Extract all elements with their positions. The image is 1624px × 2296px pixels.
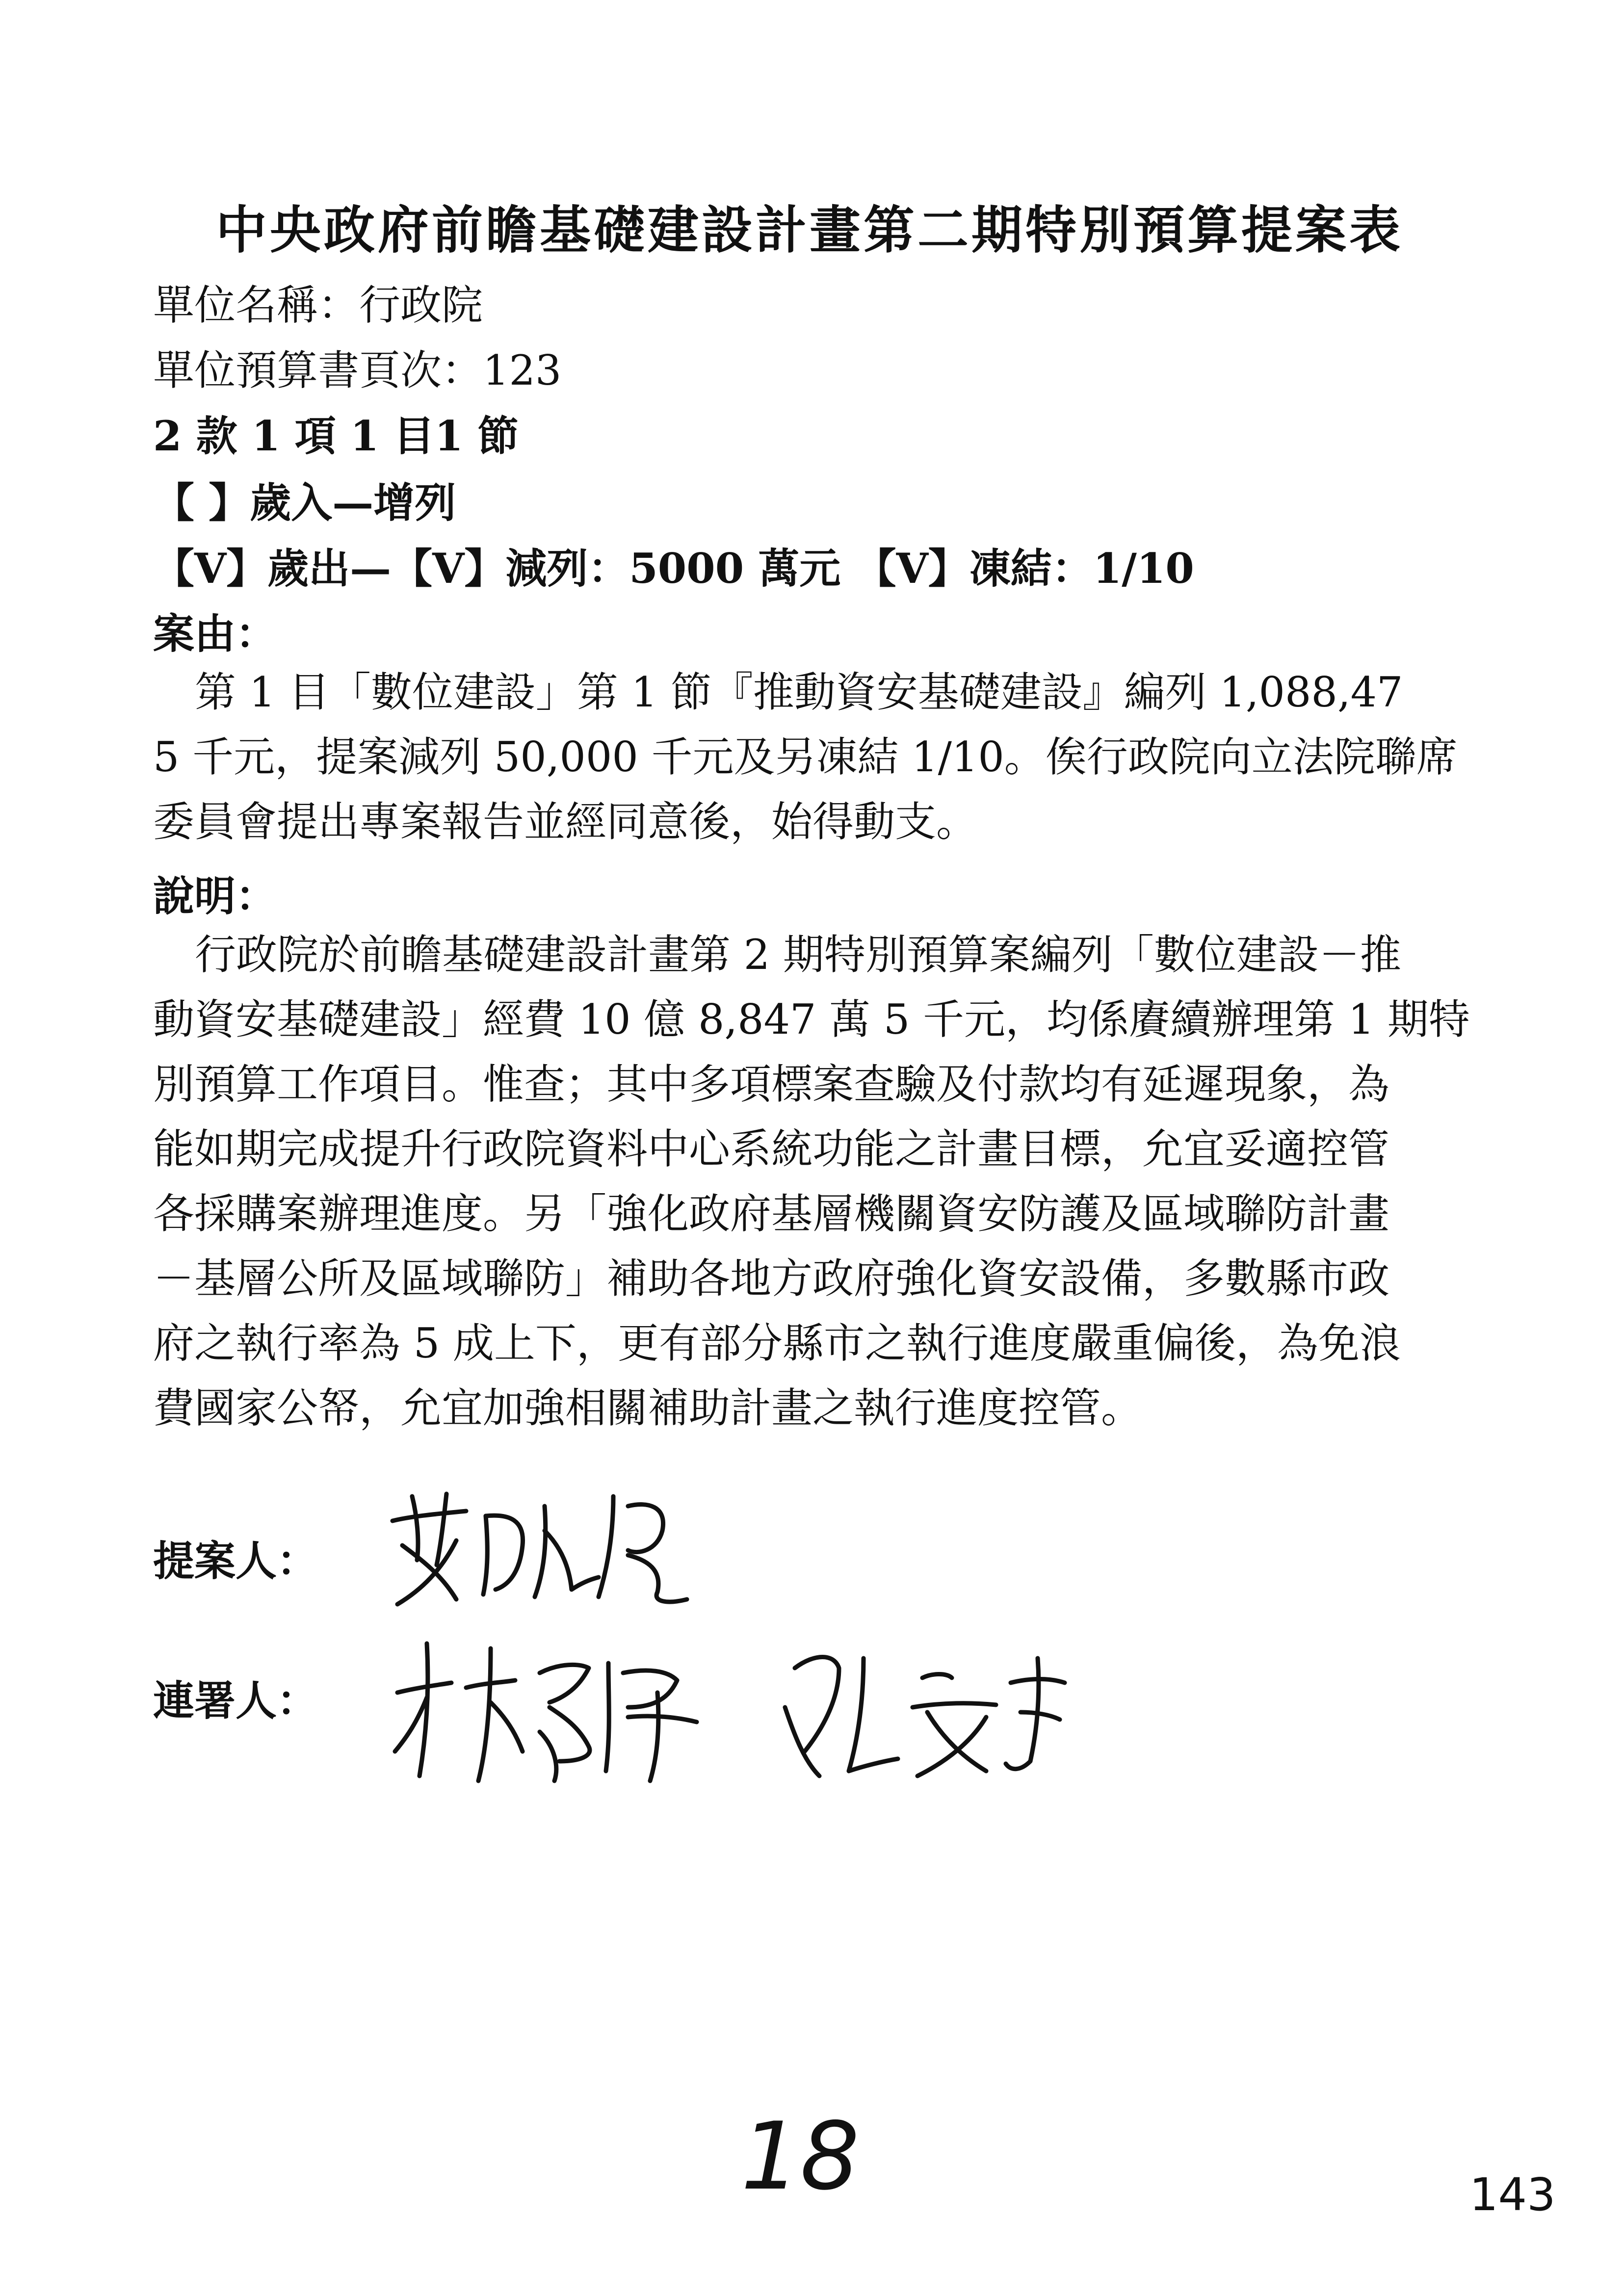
explanation-line: －基層公所及區域聯防」補助各地方政府強化資安設備，多數縣市政: [153, 1254, 1390, 1303]
explanation-line: 行政院於前瞻基礎建設計畫第 2 期特別預算案編列「數位建設－推: [195, 931, 1401, 979]
reason-line: 第 1 目「數位建設」第 1 節『推動資安基礎建設』編列 1,088,47: [195, 668, 1403, 716]
explanation-line: 能如期完成提升行政院資料中心系統功能之計畫目標，允宜妥適控管: [153, 1125, 1390, 1173]
cosigner-signature-2: [765, 1639, 1079, 1788]
explanation-line: 動資安基礎建設」經費 10 億 8,847 萬 5 千元，均係賡續辦理第 1 期特: [153, 995, 1470, 1044]
section-line: 2 款 1 項 1 目1 節: [153, 412, 519, 460]
reason-paragraph: [153, 660, 1478, 854]
reason-label: 案由：: [153, 609, 277, 658]
explanation-line: 費國家公帑，允宜加強相關補助計畫之執行進度控管。: [153, 1384, 1143, 1432]
explanation-paragraph: [153, 922, 1478, 1440]
reason-line: 5 千元，提案減列 50,000 千元及另凍結 1/10。俟行政院向立法院聯席: [153, 733, 1458, 781]
explanation-line: 別預算工作項目。惟查；其中多項標案查驗及付款均有延遲現象，為: [153, 1060, 1390, 1108]
revenue-line: 【 】歲入—增列: [153, 478, 456, 527]
reason-line: 委員會提出專案報告並經同意後，始得動支。: [153, 798, 978, 846]
page-number: 18: [741, 2102, 860, 2211]
expense-line: 【V】歲出—【V】減列：5000 萬元 【V】凍結：1/10: [153, 544, 1194, 593]
cosigner-signature-1: [393, 1634, 707, 1793]
explanation-line: 府之執行率為 5 成上下，更有部分縣市之執行進度嚴重偏後，為免浪: [153, 1319, 1401, 1367]
proposer-signature: [383, 1487, 697, 1616]
cosigner-label: 連署人：: [153, 1676, 318, 1725]
unit-name: 單位名稱：行政院: [153, 281, 483, 329]
explanation-line: 各採購案辦理進度。另「強化政府基層機關資安防護及區域聯防計畫: [153, 1190, 1390, 1238]
explanation-label: 說明：: [153, 872, 277, 920]
document-title: 中央政府前瞻基礎建設計畫第二期特別預算提案表: [216, 200, 1404, 260]
corner-number: 143: [1469, 2168, 1556, 2221]
budget-page: 單位預算書頁次：123: [153, 346, 562, 394]
proposer-label: 提案人：: [153, 1537, 318, 1585]
